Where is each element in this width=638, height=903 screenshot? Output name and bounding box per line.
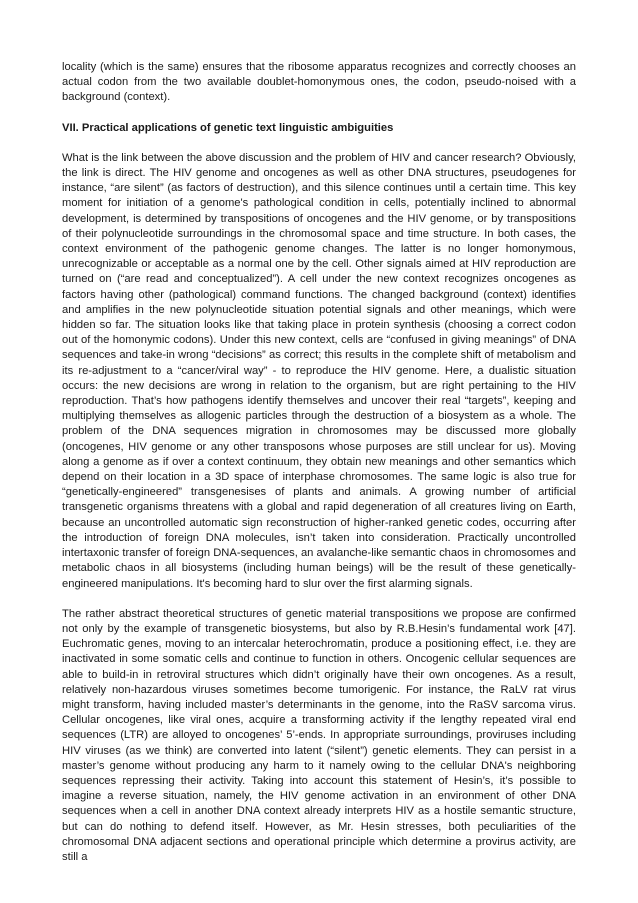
document-page: [62, 60, 576, 865]
section-heading: VII. Practical applications of genetic text linguistic ambiguities: [62, 121, 394, 134]
paragraph-gap: [62, 106, 576, 121]
paragraph-gap: [62, 136, 576, 151]
main-paragraph: What is the link between the above discussion and the problem of HIV and cancer research? Obviously, the link is direct. The HIV genome and oncogenes as well as other DNA structures, pseudogenes for instance, “are silent” (as factors of destruction), and this silence continues until a certain time. This key moment for initiation of a genome's pathological condition in cells, potentially inclined to abnormal development, is determined by transpositions of oncogenes and the HIV genome, or by transpositions of their polynucleotide surroundings in the chromosomal space and time structure. In both cases, the context environment of the pathogenic genome changes. The latter is no longer homonymous, unrecognizable or acceptable as a normal one by the cell. Other signals aimed at HIV reproduction are turned on (“are read and conceptualized”). A cell under the new context recognizes oncogenes as factors having other (pathological) command functions. The changed background (context) identifies and amplifies in the new polynucleotide situation potential signals and other meanings, which were hidden so far. The situation looks like that taking place in protein synthesis (choosing a correct codon out of the homonymic codons). Under this new context, cells are “confused in giving meanings” of DNA sequences and take-in wrong “decisions” as correct; this results in the complete shift of metabolism and its re-adjustment to a “cancer/viral way” - to reproduce the HIV genome. Here, a dualistic situation occurs: the new decisions are wrong in relation to the organism, but are right pertaining to the HIV reproduction. That’s how pathogens identify themselves and uncover their real “targets”, keeping and multiplying themselves as allogenic particles through the destruction of a biosystem as a whole. The problem of the DNA sequences migration in chromosomes may be discussed more globally (oncogenes, HIV genome or any other transposons whose purposes are still unclear for us). Moving along a genome as if over a context continuum, they obtain new meanings and other semantics which depend on their location in a 3D space of interphase chromosomes. The same logic is also true for “genetically-engineered” transgenesises of plants and animals. A growing number of artificial transgenetic organisms threatens with a global and rapid degeneration of all creatures living on Earth, because an uncontrolled automatic sign reconstruction of higher-ranked genetic codes, occurring after the introduction of foreign DNA molecules, isn’t taken into consideration. Practically uncontrolled intertaxonic transfer of foreign DNA-sequences, an avalanche-like semantic chaos in chromosomes and metabolic chaos in all biosystems (including human beings) will be the result of these genetically-engineered manipulations. It's becoming hard to slur over the first alarming signals.: [62, 151, 576, 590]
final-paragraph: The rather abstract theoretical structures of genetic material transpositions we propose are confirmed not only by the example of transgenetic biosystems, but also by R.B.Hesin’s fundamental work [47]. Euchromatic genes, moving to an intercalar heterochromatin, produce a positioning effect, i.e. they are inactivated in some somatic cells and continue to function in others. Oncogenic cellular sequences are able to build-in in retroviral structures which didn’t originally have their own oncogenes. As a result, relatively non-hazardous viruses sometimes become tumorigenic. For instance, the RaLV rat virus might transform, having included master’s determinants in the genome, into the RaSV sarcoma virus. Cellular oncogenes, like viral ones, acquire a transforming activity if the lengthy repeated viral end sequences (LTR) are alloyed to oncogenes’ 5’-ends. In appropriate surroundings, proviruses including HIV viruses (as we think) are converted into latent (“silent”) genetic elements. They can persist in a master’s genome without producing any harm to it namely owing to the cellular DNA's neighboring sequences repressing their activity. Taking into account this statement of Hesin’s, it’s possible to imagine a reverse situation, namely, the HIV genome activation in an environment of other DNA sequences when a cell in another DNA context already interprets HIV as a hostile semantic structure, but can do nothing to defend itself. However, as Mr. Hesin stresses, both peculiarities of the chromosomal DNA adjacent sections and operational principle which determine a provirus activity, are still a: [62, 607, 576, 863]
paragraph-gap: [62, 592, 576, 607]
intro-paragraph: locality (which is the same) ensures that the ribosome apparatus recognizes and correctly chooses an actual codon from the two available doublet-homonymous ones, the codon, pseudo-noised with a background (context).: [62, 61, 576, 104]
